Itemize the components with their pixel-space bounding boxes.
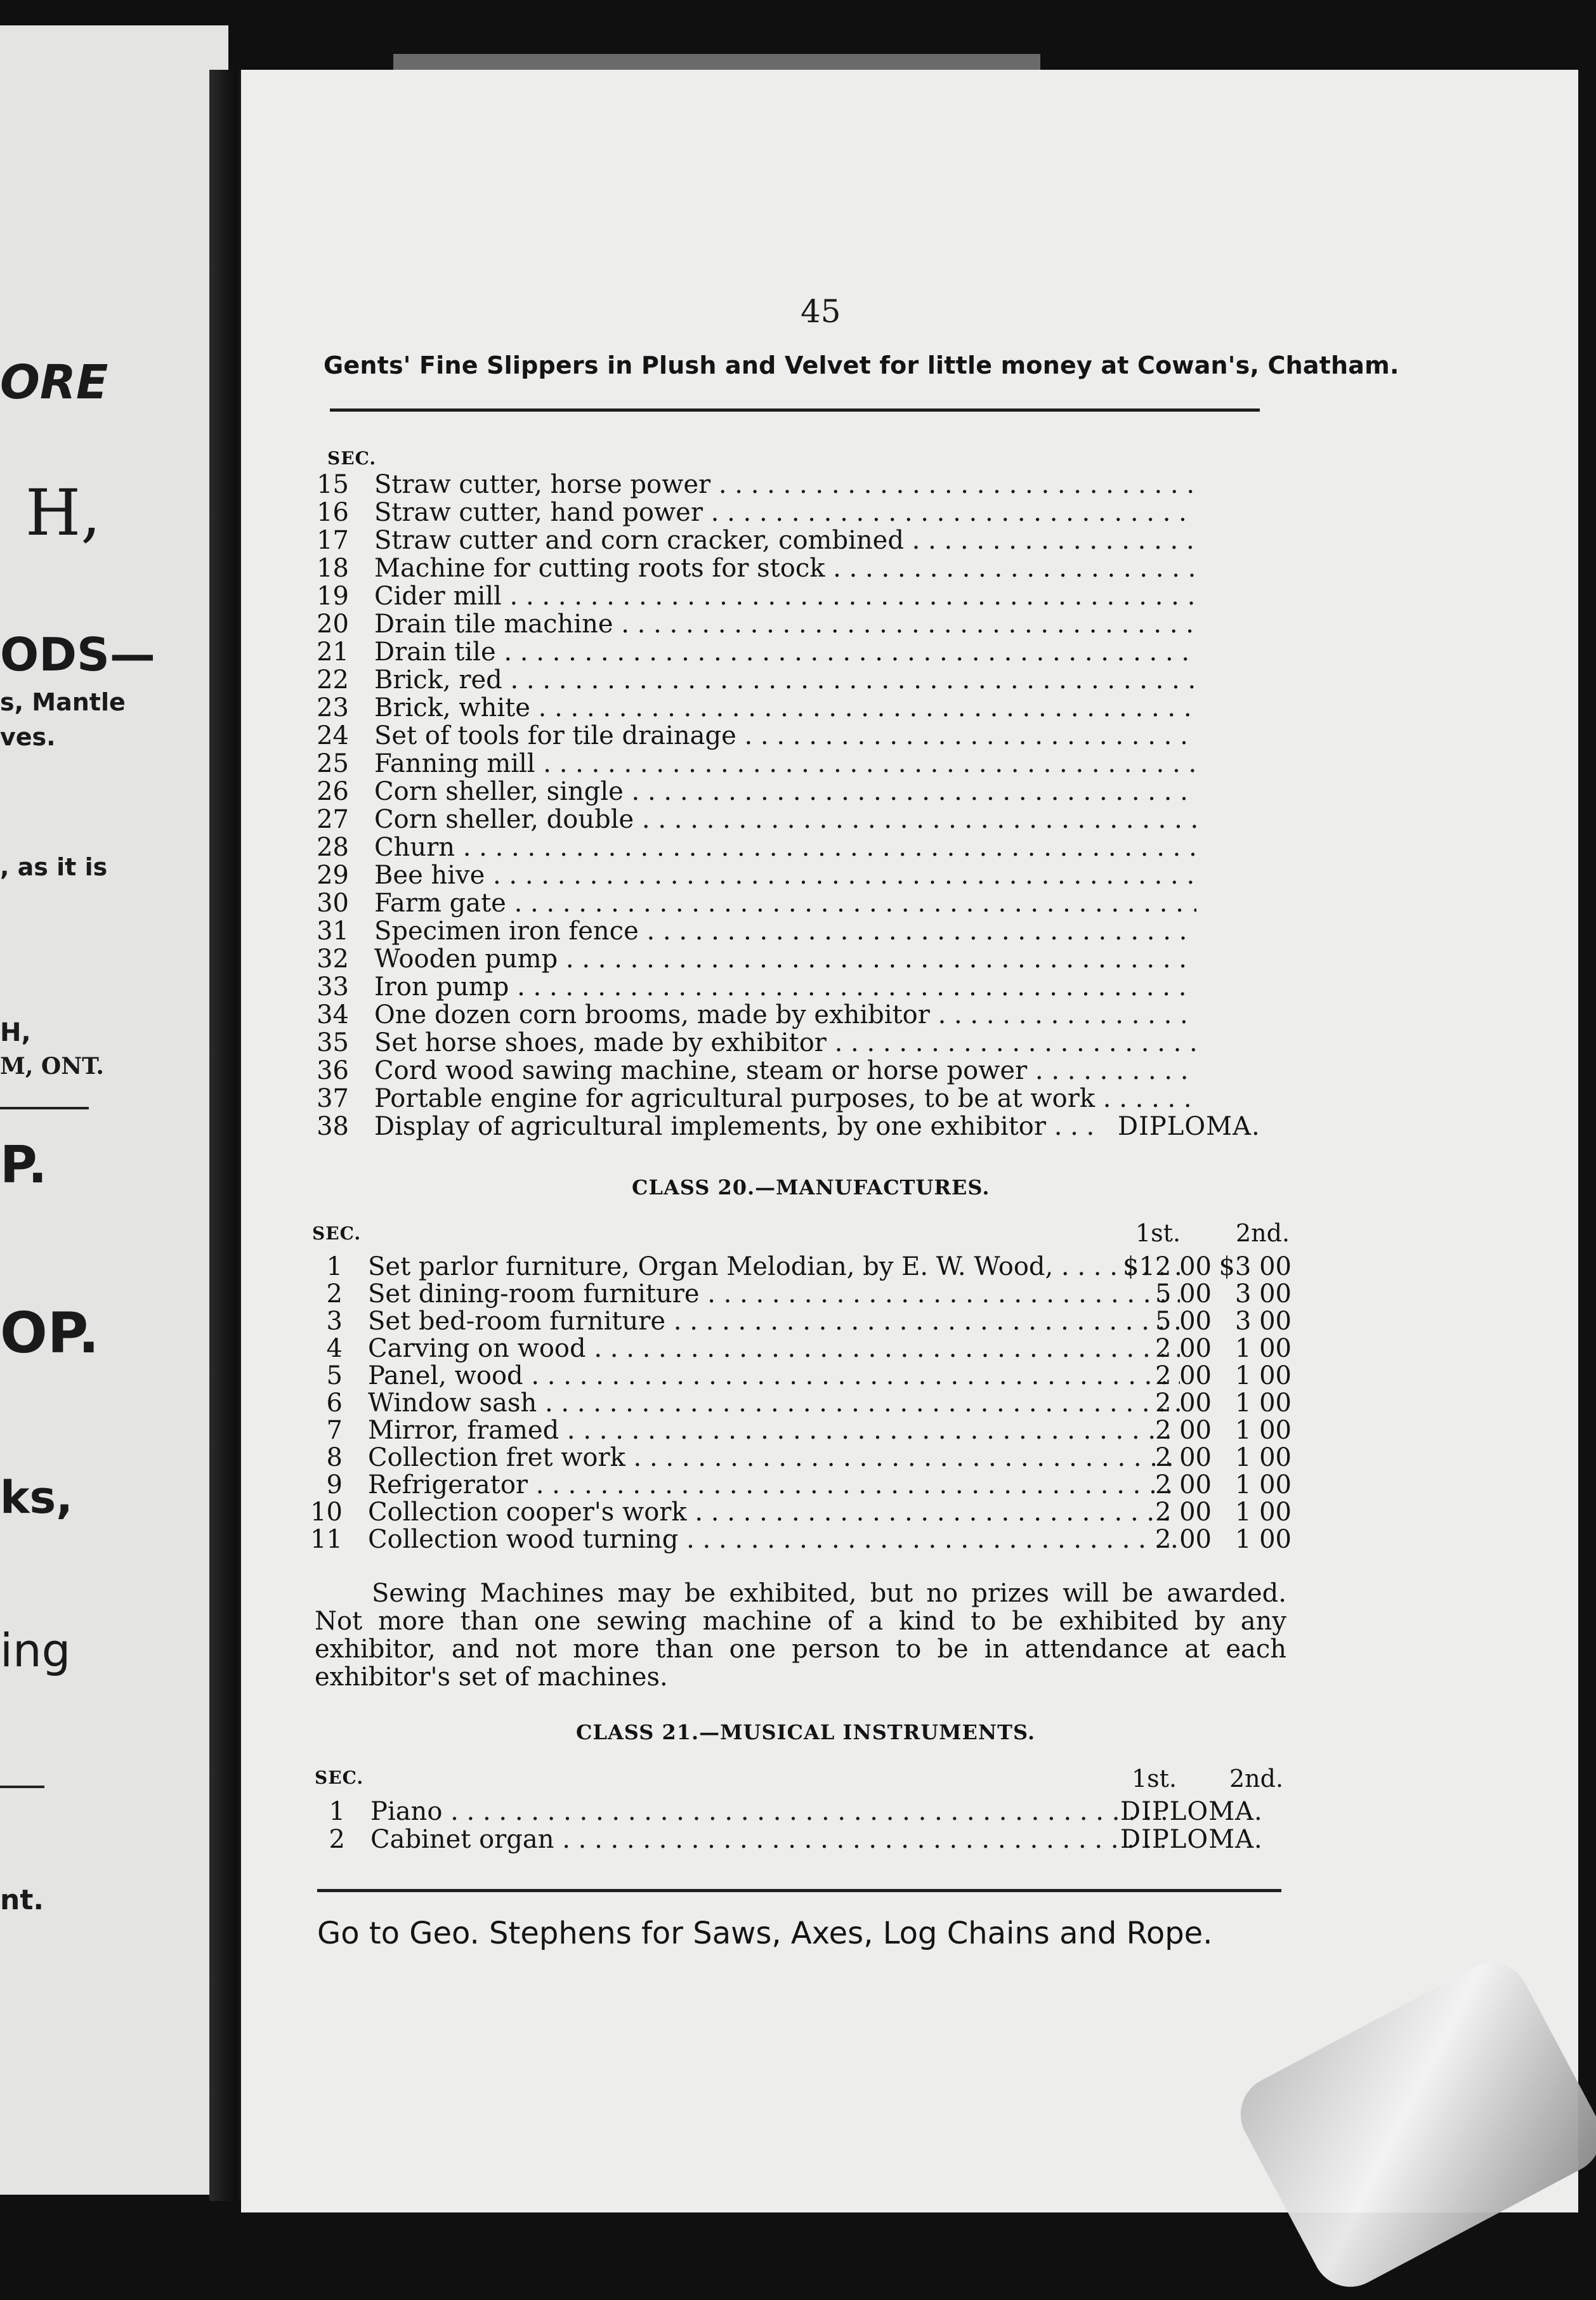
- entry-label: Set dining-room furniture . . .: [368, 1280, 1180, 1308]
- entry-label: Piano . . .: [370, 1798, 1177, 1826]
- implement-row: [313, 833, 1278, 861]
- entry-label: Collection cooper's work . . .: [368, 1498, 1180, 1526]
- left-fragment: ks,: [0, 1472, 73, 1524]
- entry-label: Churn . . .: [374, 833, 1196, 861]
- entry-label: Farm gate . . .: [374, 889, 1196, 917]
- diploma-award: DIPLOMA.: [1120, 1825, 1263, 1854]
- entry-label: Corn sheller, single . . .: [374, 778, 1196, 806]
- entry-label: Cord wood sawing machine, steam or horse power . . .: [374, 1057, 1196, 1085]
- first-prize-value: 2 00: [1154, 1443, 1212, 1472]
- implement-row: [313, 1113, 1278, 1140]
- left-rule: [0, 1107, 89, 1109]
- section-number: 27: [317, 805, 349, 834]
- section-number: 24: [317, 721, 349, 750]
- manufacture-row: [307, 1526, 1297, 1553]
- entry-label: One dozen corn brooms, made by exhibitor . . .: [374, 1001, 1196, 1029]
- first-prize-value: 2 00: [1154, 1361, 1212, 1390]
- section-number: 37: [317, 1084, 349, 1113]
- second-prize-value: 1 00: [1234, 1334, 1292, 1363]
- entry-label: Window sash . . .: [368, 1389, 1180, 1417]
- section-number: 7: [326, 1416, 343, 1445]
- section-number: 36: [317, 1056, 349, 1085]
- left-fragment: s, Mantle: [0, 688, 126, 716]
- left-fragment: H,: [0, 1018, 31, 1047]
- implement-row: [313, 471, 1278, 499]
- section-number: 3: [326, 1307, 343, 1336]
- section-number: 28: [317, 833, 349, 862]
- first-prize-value: 5 00: [1154, 1279, 1212, 1309]
- second-prize-value: 1 00: [1234, 1388, 1292, 1418]
- manufacture-row: [307, 1444, 1297, 1472]
- section-number: 31: [317, 917, 349, 946]
- entry-label: Set horse shoes, made by exhibitor . . .: [374, 1029, 1196, 1057]
- entry-label: Bee hive . . .: [374, 861, 1196, 889]
- section-number: 22: [317, 665, 349, 695]
- class21-second-prize-header: 2nd.: [1229, 1765, 1284, 1793]
- second-prize-value: 1 00: [1234, 1470, 1292, 1500]
- first-prize-value: 2 00: [1154, 1334, 1212, 1363]
- section-number: 33: [317, 972, 349, 1002]
- entry-label: Collection wood turning . . .: [368, 1526, 1180, 1553]
- footer-rule: [317, 1889, 1281, 1892]
- class20-sec-label: SEC.: [312, 1223, 362, 1244]
- implement-row: [313, 666, 1278, 694]
- implement-row: [313, 610, 1278, 638]
- entry-label: Set bed-room furniture . . .: [368, 1307, 1180, 1335]
- second-prize-value: 1 00: [1234, 1361, 1292, 1390]
- footer-advertisement: Go to Geo. Stephens for Saws, Axes, Log Chains and Rope.: [317, 1916, 1213, 1951]
- implement-row: [313, 750, 1278, 778]
- manufacture-row: [307, 1335, 1297, 1362]
- class20-title: CLASS 20.—MANUFACTURES.: [632, 1175, 990, 1199]
- entry-label: Specimen iron fence . . .: [374, 917, 1196, 945]
- implement-row: [313, 554, 1278, 582]
- page-number: 45: [801, 293, 841, 330]
- section-number: 25: [317, 749, 349, 778]
- second-prize-value: 1 00: [1234, 1525, 1292, 1554]
- entry-label: Straw cutter, horse power . . .: [374, 471, 1196, 499]
- sewing-machines-note: Sewing Machines may be exhibited, but no prizes will be awarded. Not more than one sewing machine of a kind to be exhibited by any exhibitor, and not more than one person to be in attendance at each exhibitor's set of machines.: [315, 1579, 1286, 1692]
- section-number: 4: [326, 1334, 343, 1363]
- class21-title: CLASS 21.—MUSICAL INSTRUMENTS.: [576, 1720, 1036, 1744]
- implement-row: [313, 945, 1278, 973]
- section-number: 38: [317, 1112, 349, 1141]
- section-number: 16: [317, 498, 349, 527]
- section-number: 19: [317, 582, 349, 611]
- section-number: 1: [329, 1797, 345, 1826]
- instrument-row: [310, 1826, 1286, 1853]
- section-number: 26: [317, 777, 349, 806]
- entry-label: Straw cutter and corn cracker, combined . . .: [374, 526, 1196, 554]
- sec-column-label: SEC.: [327, 448, 377, 469]
- section-number: 18: [317, 554, 349, 583]
- second-prize-value: 3 00: [1234, 1307, 1292, 1336]
- entry-label: Drain tile machine . . .: [374, 610, 1196, 638]
- manufacture-row: [307, 1471, 1297, 1499]
- class21-first-prize-header: 1st.: [1132, 1765, 1177, 1793]
- diploma-award: DIPLOMA.: [1120, 1797, 1263, 1826]
- manufacture-row: [307, 1389, 1297, 1417]
- section-number: 2: [329, 1825, 345, 1854]
- section-number: 29: [317, 861, 349, 890]
- implement-row: [313, 1001, 1278, 1029]
- entry-label: Corn sheller, double . . .: [374, 806, 1196, 833]
- entry-label: Fanning mill . . .: [374, 750, 1196, 778]
- implement-row: [313, 499, 1278, 526]
- section-number: 20: [317, 610, 349, 639]
- entry-label: Mirror, framed . . .: [368, 1416, 1180, 1444]
- manufacture-row: [307, 1498, 1297, 1526]
- left-rule: [0, 1786, 44, 1788]
- entry-label: Collection fret work . . .: [368, 1444, 1180, 1472]
- left-fragment: , as it is: [0, 853, 108, 881]
- implement-row: [313, 694, 1278, 722]
- implement-row: [313, 1057, 1278, 1085]
- section-number: 8: [326, 1443, 343, 1472]
- left-fragment: ing: [0, 1624, 71, 1677]
- entry-label: Set of tools for tile drainage . . .: [374, 722, 1196, 750]
- section-number: 32: [317, 944, 349, 974]
- entry-label: Set parlor furniture, Organ Melodian, by E. W. Wood, . . .: [368, 1253, 1180, 1281]
- entry-label: Iron pump . . .: [374, 973, 1196, 1001]
- entry-label: Cider mill . . .: [374, 582, 1196, 610]
- implement-row: [313, 1029, 1278, 1057]
- implement-row: [313, 778, 1278, 806]
- manufacture-row: [307, 1253, 1297, 1281]
- implement-row: [313, 861, 1278, 889]
- section-number: 34: [317, 1000, 349, 1029]
- manufacture-row: [307, 1416, 1297, 1444]
- section-number: 35: [317, 1028, 349, 1057]
- implement-row: [313, 889, 1278, 917]
- section-number: 15: [317, 470, 349, 499]
- entry-label: Carving on wood . . .: [368, 1335, 1180, 1362]
- entry-label: Display of agricultural implements, by one exhibitor . . .: [374, 1113, 1104, 1140]
- entry-label: Portable engine for agricultural purposes, to be at work . . .: [374, 1085, 1196, 1113]
- diploma-award: DIPLOMA.: [1118, 1112, 1260, 1141]
- left-fragment: nt.: [0, 1884, 44, 1916]
- entry-label: Refrigerator . . .: [368, 1471, 1180, 1499]
- section-number: 6: [326, 1388, 343, 1418]
- section-number: 5: [326, 1361, 343, 1390]
- entry-label: Panel, wood . . .: [368, 1362, 1180, 1390]
- entry-label: Straw cutter, hand power . . .: [374, 499, 1196, 526]
- left-fragment: ORE: [0, 355, 108, 410]
- entry-label: Machine for cutting roots for stock . . .: [374, 554, 1196, 582]
- section-number: 23: [317, 693, 349, 722]
- section-number: 9: [326, 1470, 343, 1500]
- entry-label: Drain tile . . .: [374, 638, 1196, 666]
- second-prize-value: 3 00: [1234, 1279, 1292, 1309]
- section-number: 2: [326, 1279, 343, 1309]
- class20-second-prize-header: 2nd.: [1236, 1219, 1290, 1247]
- first-prize-value: 2 00: [1154, 1470, 1212, 1500]
- implement-row: [313, 917, 1278, 945]
- implement-row: [313, 806, 1278, 833]
- left-fragment: H,: [25, 476, 101, 550]
- left-fragment: OP.: [0, 1300, 100, 1366]
- first-prize-value: 2 00: [1154, 1525, 1212, 1554]
- class21-sec-label: SEC.: [315, 1767, 364, 1788]
- manufacture-row: [307, 1362, 1297, 1390]
- second-prize-value: 1 00: [1234, 1443, 1292, 1472]
- first-prize-value: 2 00: [1154, 1498, 1212, 1527]
- left-fragment: ves.: [0, 723, 56, 751]
- section-number: 17: [317, 526, 349, 555]
- class20-first-prize-header: 1st.: [1135, 1219, 1181, 1247]
- instrument-row: [310, 1798, 1286, 1826]
- entry-label: Wooden pump . . .: [374, 945, 1196, 973]
- section-number: 1: [326, 1252, 343, 1281]
- first-prize-value: 5 00: [1154, 1307, 1212, 1336]
- first-prize-value: 2 00: [1154, 1416, 1212, 1445]
- section-number: 30: [317, 889, 349, 918]
- left-page-fragment: [0, 25, 228, 2195]
- first-prize-value: 2 00: [1154, 1388, 1212, 1418]
- second-prize-value: 1 00: [1234, 1498, 1292, 1527]
- section-number: 21: [317, 637, 349, 667]
- implement-row: [313, 973, 1278, 1001]
- entry-label: Cabinet organ . . .: [370, 1826, 1177, 1853]
- implement-row: [313, 722, 1278, 750]
- implement-row: [313, 526, 1278, 554]
- entry-label: Brick, white . . .: [374, 694, 1196, 722]
- implement-row: [313, 638, 1278, 666]
- first-prize-value: $12 00: [1123, 1252, 1212, 1281]
- left-fragment: M, ONT.: [0, 1053, 104, 1080]
- implement-row: [313, 582, 1278, 610]
- left-fragment: P.: [0, 1135, 48, 1194]
- second-prize-value: $3 00: [1219, 1252, 1292, 1281]
- section-number: 11: [310, 1525, 343, 1554]
- left-fragment: ODS—: [0, 628, 155, 681]
- header-advertisement: Gents' Fine Slippers in Plush and Velvet for little money at Cowan's, Chatham.: [324, 351, 1399, 379]
- entry-label: Brick, red . . .: [374, 666, 1196, 694]
- header-rule: [330, 408, 1260, 412]
- manufacture-row: [307, 1307, 1297, 1335]
- section-number: 10: [310, 1498, 343, 1527]
- implement-row: [313, 1085, 1278, 1113]
- manufacture-row: [307, 1280, 1297, 1308]
- second-prize-value: 1 00: [1234, 1416, 1292, 1445]
